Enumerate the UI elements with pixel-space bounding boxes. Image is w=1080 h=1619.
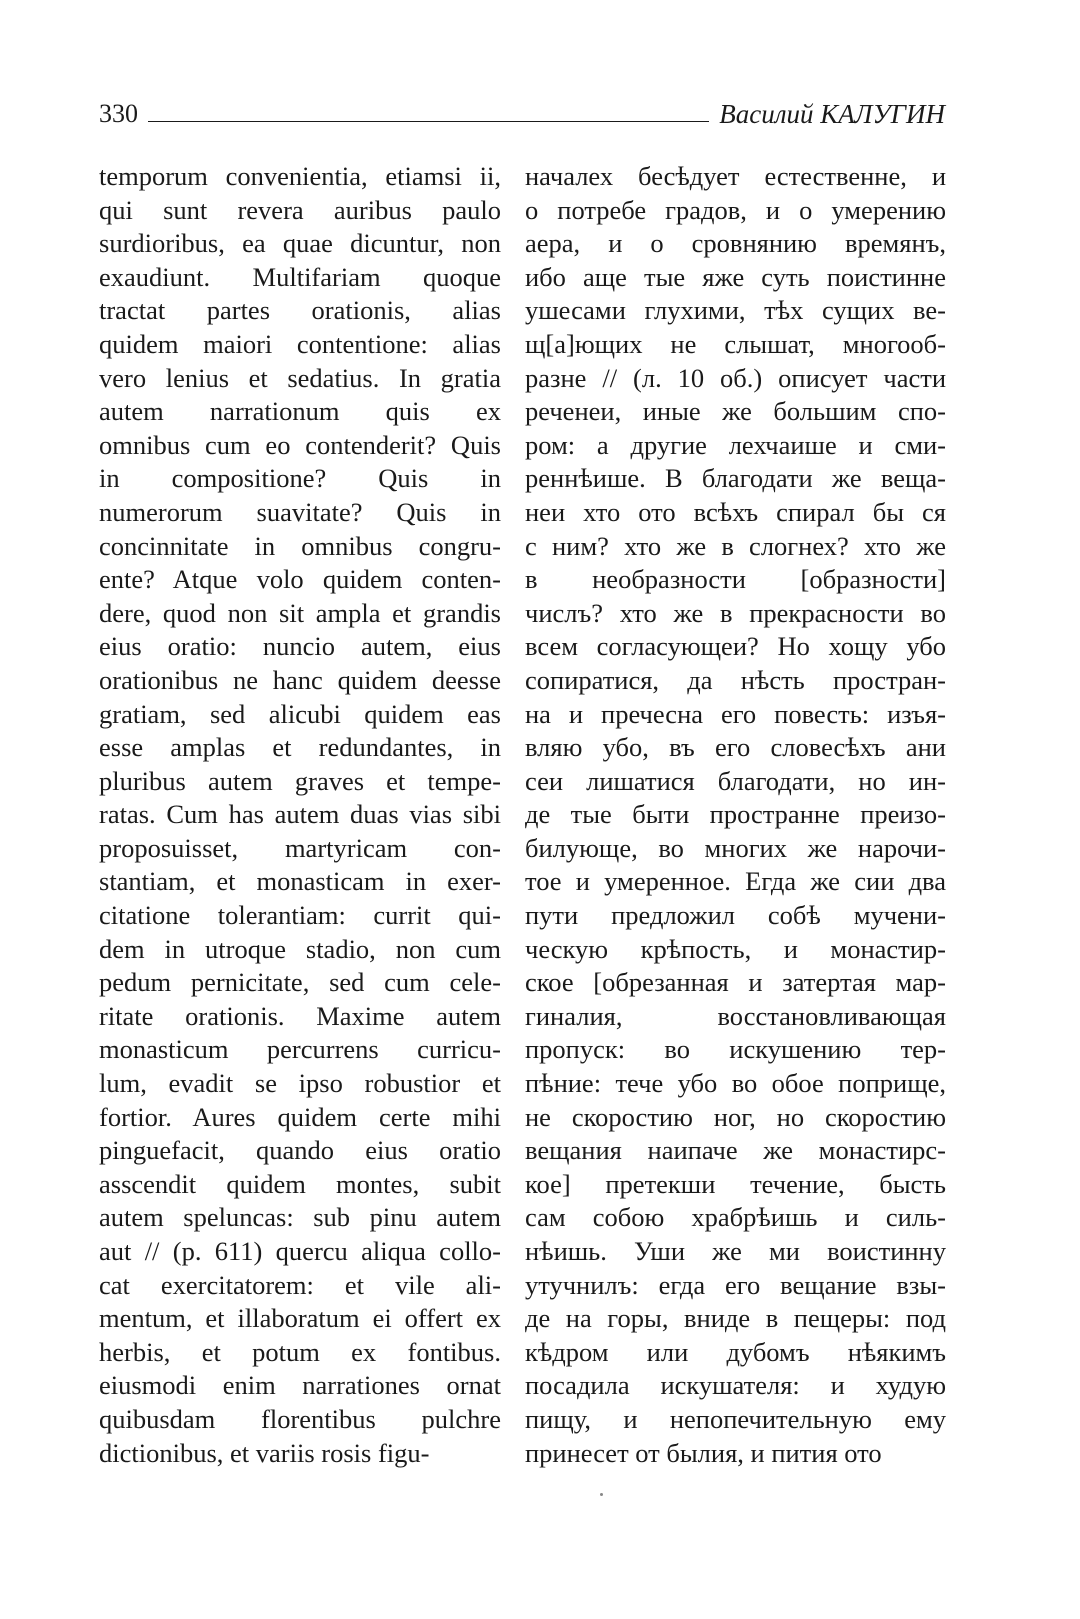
text-line: quibusdam florentibus pulchre <box>99 1403 501 1434</box>
text-line: dere, quod non sit ampla et grandis <box>99 597 501 628</box>
text-line: нѣишь. Уши же ми воистинну <box>525 1236 946 1266</box>
text-line: посадила искушателя: и худую <box>525 1370 946 1401</box>
header-rule <box>148 121 709 122</box>
text-line: реннѣише. В благодати же веща- <box>525 463 946 494</box>
text-line: на и пречесна его повесть: изъя- <box>525 698 946 729</box>
text-line: ушесами глухими, тѣх сущих ве- <box>525 295 946 326</box>
print-speck <box>600 1493 603 1496</box>
text-line: herbis, et potum ex fontibus. <box>99 1336 501 1367</box>
text-line: autem speluncas: sub pinu autem <box>99 1202 501 1233</box>
text-line: числъ? хто же в прекрасности во <box>525 597 946 628</box>
text-line: сам собою храбрѣишь и силь- <box>525 1202 946 1233</box>
text-line: ческую крѣпость, и монастир- <box>525 933 946 964</box>
text-line: qui sunt revera auribus paulo <box>99 194 501 225</box>
text-line: де тые быти пространне преизо- <box>525 799 946 830</box>
text-line: ибо аще тые яже суть поистинне <box>525 261 946 292</box>
page-number: 330 <box>99 99 138 128</box>
text-line: реченеи, иные же большим спо- <box>525 396 946 427</box>
text-line: temporum convenientia, etiamsi ii, <box>99 161 501 191</box>
text-line: pluribus autem graves et tempe- <box>99 765 501 796</box>
text-line: autem narrationum quis ex <box>99 396 501 427</box>
text-line: ente? Atque volo quidem conten- <box>99 564 501 595</box>
text-line: quidem maiori contentione: alias <box>99 328 501 359</box>
text-line: orationibus ne hanc quidem deesse <box>99 664 501 695</box>
text-line: fortior. Aures quidem certe mihi <box>99 1101 501 1132</box>
text-line: билующе, во многих же нарочи- <box>525 832 946 863</box>
text-line: утучнилъ: егда его вещание взы- <box>525 1269 946 1300</box>
text-line: proposuisset, martyricam con- <box>99 832 501 863</box>
text-line: esse amplas et redundantes, in <box>99 732 501 763</box>
text-line: eiusmodi enim narrationes ornat <box>99 1370 501 1401</box>
text-line: ratas. Cum has autem duas vias sibi <box>99 799 501 830</box>
text-line: vero lenius et sedatius. In gratia <box>99 362 501 393</box>
text-line: cat exercitatorem: et vile ali- <box>99 1269 501 1300</box>
text-line: pedum pernicitate, sed cum cele- <box>99 967 501 998</box>
text-line: mentum, et illaboratum ei offert ex <box>99 1303 501 1334</box>
text-line: вляю убо, въ его словесѣхъ ани <box>525 732 946 763</box>
text-line: о потребе градов, и о умерению <box>525 194 946 225</box>
text-line: ritate orationis. Maxime autem <box>99 1000 501 1031</box>
text-line: аера, и о сровнянию времянъ, <box>525 228 946 259</box>
latin-text-column <box>99 160 501 1470</box>
text-line: monasticum percurrens curricu- <box>99 1034 501 1065</box>
text-line: щ[а]ющих не слышат, многооб- <box>525 328 946 359</box>
text-line: началех бесѣдует естественне, и <box>525 161 946 191</box>
text-line: omnibus cum eo contenderit? Quis <box>99 429 501 460</box>
text-line: concinnitate in omnibus congru- <box>99 530 501 561</box>
text-line: пищу, и непопечительную ему <box>525 1403 946 1434</box>
text-line: gratiam, sed alicubi quidem eas <box>99 698 501 729</box>
text-line: разне // (л. 10 об.) описует части <box>525 362 946 393</box>
text-line: pinguefacit, quando eius oratio <box>99 1135 501 1166</box>
text-line: dem in utroque stadio, non cum <box>99 933 501 964</box>
text-line: ром: а другие лехчаише и сми- <box>525 429 946 460</box>
text-line: пѣние: тече убо во обое поприще, <box>525 1068 946 1099</box>
text-line: eius oratio: nuncio autem, eius <box>99 631 501 662</box>
text-line: lum, evadit se ipso robustior et <box>99 1068 501 1099</box>
text-line: кое] претекши течение, бысть <box>525 1168 946 1199</box>
text-line: всем согласующеи? Но хощу убо <box>525 631 946 662</box>
text-line: in compositione? Quis in <box>99 463 501 494</box>
text-line: пути предложил собѣ мучени- <box>525 900 946 931</box>
text-line: dictionibus, et variis rosis figu- <box>99 1437 430 1468</box>
text-line: не скоростию ног, но скоростию <box>525 1101 946 1132</box>
text-line: numerorum suavitate? Quis in <box>99 496 501 527</box>
text-line: ское [обрезанная и затертая мар- <box>525 967 946 998</box>
running-head-author: Василий КАЛУГИН <box>719 98 945 129</box>
church-slavonic-text-column <box>525 160 946 1470</box>
text-line: де на горы, вниде в пещеры: под <box>525 1303 946 1334</box>
text-line: сопиратися, да нѣсть простран- <box>525 664 946 695</box>
text-line: неи хто ото всѣхъ спирал бы ся <box>525 496 946 527</box>
text-line: stantiam, et monasticam in exer- <box>99 866 501 897</box>
text-line: гиналия, восстановливающая <box>525 1000 946 1031</box>
text-line: сеи лишатися благодати, но ин- <box>525 765 946 796</box>
text-line: с ним? хто же в слогнех? хто же <box>525 530 946 561</box>
text-line: принесет от былия, и пития ото <box>525 1437 882 1468</box>
text-line: в необразности [образности] <box>525 564 946 595</box>
text-line: пропуск: во искушению тер- <box>525 1034 946 1065</box>
text-line: вещания наипаче же монастирс- <box>525 1135 946 1166</box>
text-line: тое и умеренное. Егда же сии два <box>525 866 946 897</box>
running-header <box>99 96 945 132</box>
text-line: aut // (p. 611) quercu aliqua collo- <box>99 1236 501 1266</box>
text-line: exaudiunt. Multifariam quoque <box>99 261 501 292</box>
text-line: кѣдром или дубомъ нѣякимъ <box>525 1336 946 1367</box>
text-line: surdioribus, ea quae dicuntur, non <box>99 228 501 259</box>
text-line: citatione tolerantiam: currit qui- <box>99 900 501 931</box>
text-line: tractat partes orationis, alias <box>99 295 501 326</box>
text-line: asscendit quidem montes, subit <box>99 1168 501 1199</box>
